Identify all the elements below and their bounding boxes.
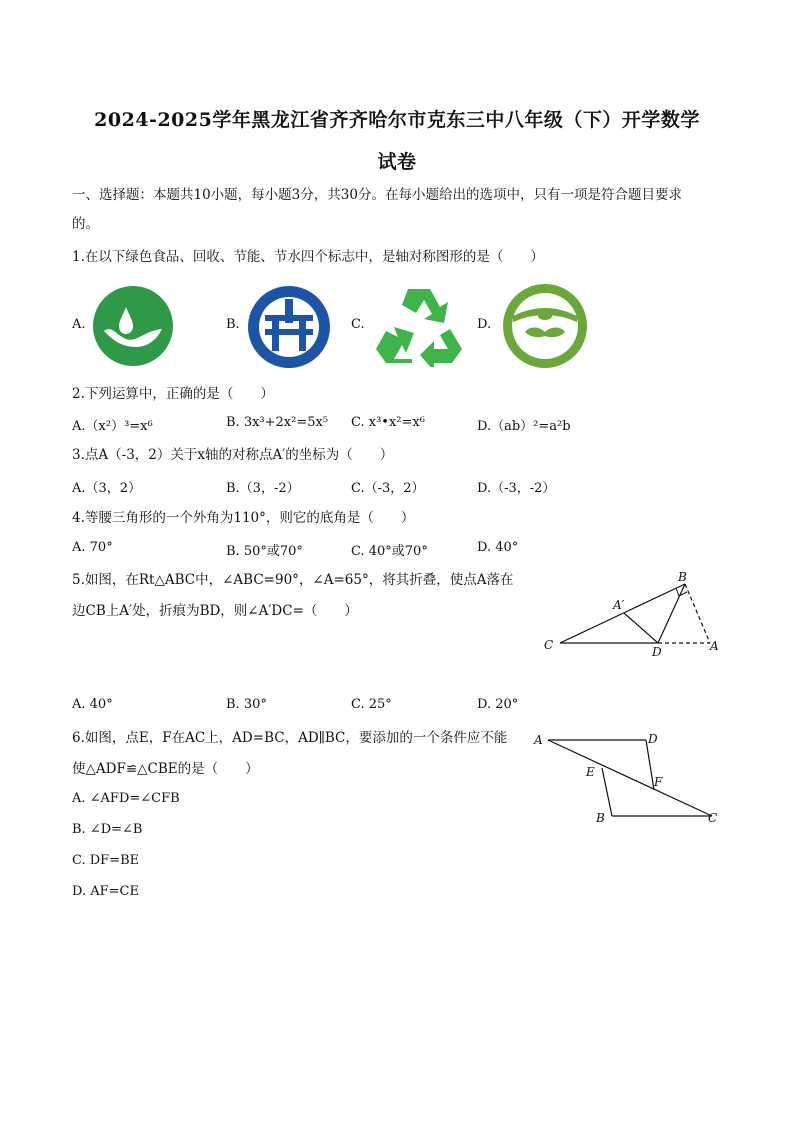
q1-option-c-label: C. (351, 317, 365, 332)
q1-option-b-label: B. (226, 317, 240, 332)
q6-option-d: D. AF=CE (72, 884, 139, 899)
q3-option-c: C.（-3，2） (351, 481, 425, 496)
q6-option-b: B. ∠D=∠B (72, 822, 143, 837)
fig6-label-f: F (654, 775, 663, 789)
question-5-stem-line1: 5.如图，在Rt△ABC中，∠ABC=90°，∠A=65°，将其折叠，使点A落在 (72, 572, 514, 588)
q2-option-c: C. x³•x²=x⁶ (351, 415, 425, 430)
q1-option-d-label: D. (477, 317, 492, 332)
fig5-label-a: A (710, 639, 719, 653)
exam-title-line1: 2024-2025学年黑龙江省齐齐哈尔市克东三中八年级（下）开学数学 (94, 109, 700, 131)
question-1-stem: 1.在以下绿色食品、回收、节能、节水四个标志中，是轴对称图形的是（ ） (72, 249, 544, 265)
q5-option-a: A. 40° (72, 697, 113, 712)
fig6-label-b: B (596, 811, 605, 825)
question-3-stem: 3.点A（-3，2）关于x轴的对称点A′的坐标为（ ） (72, 447, 394, 463)
q4-option-c: C. 40°或70° (351, 544, 428, 559)
q3-option-d: D.（-3，-2） (477, 481, 556, 496)
recycling-logo-icon (372, 283, 466, 367)
q3-option-a: A.（3，2） (72, 481, 142, 496)
question-6-figure (530, 728, 730, 830)
section-heading-line1: 一、选择题：本题共10小题，每小题3分，共30分。在每小题给出的选项中，只有一项是符合题目要求 (72, 187, 682, 203)
q5-option-c: C. 25° (351, 697, 392, 712)
q5-option-b: B. 30° (226, 697, 267, 712)
q4-option-b: B. 50°或70° (226, 544, 303, 559)
energy-saving-logo-icon (247, 285, 331, 369)
q4-option-a: A. 70° (72, 540, 113, 555)
q6-option-a: A. ∠AFD=∠CFB (72, 791, 180, 806)
fig6-label-c: C (708, 811, 718, 825)
fig6-label-d: D (648, 732, 658, 746)
fig6-label-a: A (534, 733, 543, 747)
question-5-figure (540, 566, 730, 662)
question-6-stem-line2: 使△ADF≌△CBE的是（ ） (72, 761, 259, 777)
q2-option-a: A.（x²）³=x⁶ (72, 419, 153, 434)
q1-option-a-label: A. (72, 317, 86, 332)
question-6-stem-line1: 6.如图，点E，F在AC上，AD=BC，AD∥BC，要添加的一个条件应不能 (72, 730, 508, 746)
question-5-stem-line2: 边CB上A′处，折痕为BD，则∠A′DC=（ ） (72, 603, 358, 619)
section-heading-line2: 的。 (72, 216, 99, 232)
q2-option-d: D.（ab）²=a²b (477, 419, 571, 434)
question-2-stem: 2.下列运算中，正确的是（ ） (72, 386, 274, 402)
fig6-label-e: E (586, 765, 595, 779)
water-saving-logo-icon (92, 285, 174, 367)
fig5-label-c: C (544, 638, 554, 652)
q2-option-b: B. 3x³+2x²=5x⁵ (226, 415, 329, 430)
q4-option-d: D. 40° (477, 540, 519, 555)
green-food-logo-icon (501, 282, 589, 370)
q5-option-d: D. 20° (477, 697, 519, 712)
exam-title-line2: 试卷 (377, 151, 417, 173)
fig5-label-d: D (652, 645, 662, 659)
q3-option-b: B.（3，-2） (226, 481, 300, 496)
q6-option-c: C. DF=BE (72, 853, 140, 868)
fig5-label-a-prime: A′ (613, 598, 625, 612)
fig5-label-b: B (678, 570, 687, 584)
question-4-stem: 4.等腰三角形的一个外角为110°，则它的底角是（ ） (72, 510, 415, 526)
